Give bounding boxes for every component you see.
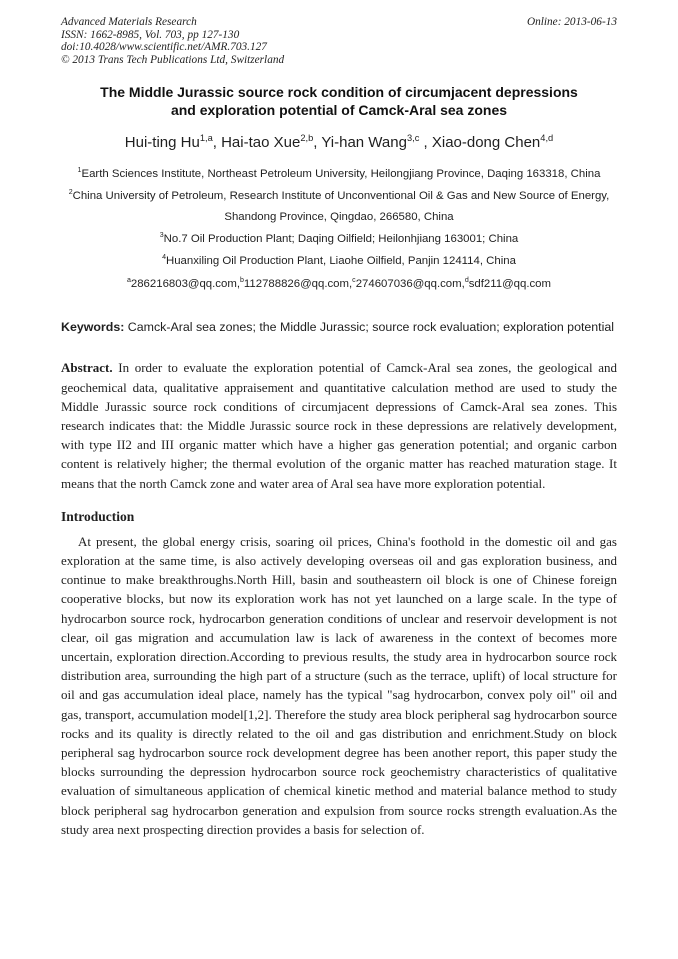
paper-title — [61, 83, 617, 119]
affiliation-1-number: 1 — [77, 167, 82, 175]
affiliation-1-text: Earth Sciences Institute, Northeast Petroleum University, Heilongjiang Province, Daqing 163318, China — [81, 167, 601, 180]
author-4-name: Xiao-dong Chen — [431, 134, 541, 152]
online-date: Online: 2013-06-13 — [526, 16, 617, 28]
author-1-separator: , — [212, 134, 222, 152]
emails-line — [61, 274, 617, 295]
author-1-name: Hui-ting Hu — [124, 134, 200, 152]
affiliation-3-number: 3 — [159, 232, 164, 240]
affiliations-block — [61, 164, 617, 272]
author-4-affil-ref: 4,d — [540, 133, 554, 144]
affiliation-2 — [61, 186, 617, 228]
affiliation-2-text: China University of Petroleum, Research Institute of Unconventional Oil & Gas and New Source of Energy, Shandong Province, Qingdao, 266580, China — [72, 189, 610, 223]
paper-title-line-2: and exploration potential of Camck-Aral sea zones — [170, 102, 508, 119]
author-2-affil-ref: 2,b — [300, 133, 314, 144]
author-2-separator: , — [313, 134, 322, 152]
affiliation-4-number: 4 — [162, 254, 166, 262]
email-d — [465, 278, 551, 290]
email-b-ref: b — [240, 277, 244, 285]
author-1-affil-ref: 1,a — [199, 133, 213, 144]
affiliation-4 — [61, 251, 617, 272]
email-c — [352, 278, 465, 290]
keywords-line — [61, 318, 617, 338]
email-c-ref: c — [352, 277, 356, 285]
affiliation-2-number: 2 — [68, 189, 73, 197]
abstract-text: In order to evaluate the exploration potential of Camck-Aral sea zones, the geological and geochemical data, qualitative appraisement and quantitative calculation method are used to study the Middle Jurassic source rock conditions of circumjacent depressions of Camck-Aral sea zones. This research indicates that: the Middle Jurassic source rock in these depressions are relatively development, with type II2 and III organic matter which have a higher gas generation potential; and organic carbon content is relatively higher; the thermal evolution of the organic matter has reached maturation stage. It means that the north Camck zone and water area of Aral sea have more exploration potential. — [61, 360, 617, 491]
doi-line: doi:10.4028/www.scientific.net/AMR.703.127 — [61, 41, 267, 54]
email-d-ref: d — [464, 277, 469, 285]
email-a-text: 286216803@qq.com, — [130, 277, 240, 290]
abstract-paragraph — [61, 358, 617, 492]
keywords-text: Camck-Aral sea zones; the Middle Jurassic; source rock evaluation; exploration potential — [124, 319, 615, 334]
author-2-name: Hai-tao Xue — [221, 134, 301, 152]
introduction-paragraph: At present, the global energy crisis, soaring oil prices, China's foothold in the domestic oil and gas exploration at the same time, is also actively developing overseas oil and gas exploration business, and continue to make breakthroughs.North Hill, basin and southeastern oil block is one of Chinese foreign cooperative blocks, but now its exploration work has not yet launched on a large scale. In the type of hydrocarbon source rock, hydrocarbon generation conditions of unclear and reservoir development is not clear, oil gas migration and accumulation law is lack of awareness in the context of becomes more uncertain, exploration direction.According to previous results, the study area in hydrocarbon source rock distribution area, surrounding the high part of a structure (such as the terrace, uplift) of local structure for oil and gas accumulation ideal place, namely has the typical "sag hydrocarbon, convex poly oil" oil and gas, transport, accumulation model[1,2]. Therefore the study area block peripheral sag hydrocarbon source rocks and its quality is directly related to the oil and gas distribution and enrichment.Study on block peripheral sag hydrocarbon source rock development degree has been another report, this paper study the blocks surrounding the depression hydrocarbon source rock geochemistry characteristics of qualitative evaluation of simultaneous application of chemical kinetic method and material balance method to study block peripheral sag hydrocarbon generation and expulsion from source rocks strength evaluation.As the study area next prospecting direction provides a basis for selection of. — [61, 533, 617, 837]
email-b — [240, 278, 352, 290]
email-a-ref: a — [126, 277, 131, 285]
affiliation-3 — [61, 229, 617, 250]
affiliation-4-text: Huanxiling Oil Production Plant, Liaohe Oilfield, Panjin 124114, China — [165, 254, 516, 267]
email-c-text: 274607036@qq.com, — [355, 277, 465, 290]
email-a — [127, 278, 240, 290]
author-3 — [321, 134, 432, 151]
affiliation-3-text: No.7 Oil Production Plant; Daqing Oilfield; Heilonhjiang 163001; China — [163, 232, 519, 245]
journal-header — [61, 16, 617, 66]
author-1 — [125, 134, 221, 151]
abstract-label: Abstract. — [61, 360, 113, 376]
paper-title-line-1: The Middle Jurassic source rock condition of circumjacent depressions — [100, 84, 578, 101]
author-3-affil-ref: 3,c — [406, 133, 420, 144]
journal-meta-block — [61, 16, 284, 66]
introduction-heading: Introduction — [61, 508, 135, 524]
journal-name: Advanced Materials Research — [61, 16, 197, 28]
affiliation-1 — [61, 164, 617, 185]
author-3-name: Yi-han Wang — [321, 134, 407, 152]
email-b-text: 112788826@qq.com, — [243, 277, 353, 290]
author-2 — [221, 134, 321, 151]
authors-line — [61, 133, 617, 153]
author-4 — [432, 134, 553, 151]
copyright-line: © 2013 Trans Tech Publications Ltd, Switzerland — [61, 53, 285, 66]
issn-volume-line: ISSN: 1662-8985, Vol. 703, pp 127-130 — [61, 28, 240, 41]
keywords-label: Keywords: — [61, 319, 125, 334]
email-d-text: sdf211@qq.com — [468, 277, 552, 290]
author-3-separator: , — [419, 134, 432, 152]
